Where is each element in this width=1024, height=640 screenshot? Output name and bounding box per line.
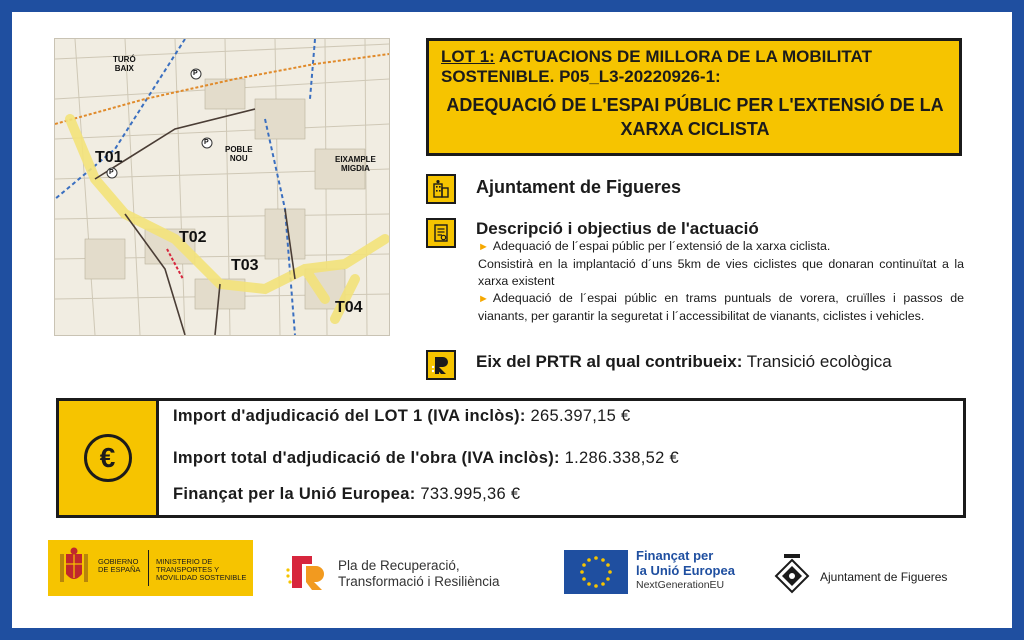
route-map (54, 38, 390, 336)
lot-amount-label: Import d'adjudicació del LOT 1 (IVA inclòs): (173, 407, 526, 425)
notice-panel (12, 12, 1012, 628)
eu-logo-line2: la Unió Europea (636, 563, 735, 578)
description-body (478, 238, 964, 325)
eu-amount (173, 485, 520, 504)
gov-name: GOBIERNO DE ESPAÑA (98, 557, 141, 574)
total-amount-label: Import total d'adjudicació de l'obra (IVA inclòs): (173, 449, 560, 467)
project-title-box (426, 38, 962, 156)
lot-title: ACTUACIONS DE MILLORA DE LA MOBILITAT SOSTENIBLE. P05_L3-20220926-1: (441, 47, 872, 86)
lot-label: LOT 1: (441, 47, 495, 66)
map-parking-2: P (193, 70, 198, 77)
map-label-t02: T02 (179, 229, 207, 246)
euro-cell (59, 401, 159, 515)
eu-amount-value: 733.995,36 € (415, 485, 521, 503)
gobierno-logo (48, 540, 253, 596)
project-title-line1 (441, 47, 949, 87)
map-parking-3: P (204, 139, 209, 146)
organization-name: Ajuntament de Figueres (476, 177, 682, 197)
map-label-eixample-migdia: EIXAMPLE MIGDIA (335, 155, 376, 173)
project-title-line2: ADEQUACIÓ DE L'ESPAI PÚBLIC PER L'EXTENSIÓ DE LA XARXA CICLISTA (446, 95, 944, 139)
document-icon (426, 218, 456, 248)
eu-amount-label: Finançat per la Unió Europea: (173, 485, 416, 503)
map-label-poble-nou: POBLE NOU (225, 145, 253, 163)
eu-flag-icon (564, 550, 628, 594)
description-bullet-2: ► Adequació de l´espai públic en trams puntuals de vorera, cruïlles i passos de vianants, per garantir la seguretat i l´accessibilitat de vianants, ciclistes i vehicles. (478, 291, 964, 323)
spain-coat-of-arms-icon (58, 546, 90, 590)
map-label-t03: T03 (231, 257, 259, 274)
euro-icon: € (84, 434, 132, 482)
gov-divider (148, 550, 149, 586)
bullet-triangle-icon: ► (478, 241, 489, 253)
description-heading: Descripció i objectius de l'actuació (476, 219, 759, 238)
eu-logo-text (636, 548, 735, 593)
figueres-logo (772, 552, 992, 596)
lot-amount (173, 407, 630, 426)
prtr-logo-line1: Pla de Recuperació, (338, 558, 460, 573)
map-graphic (55, 39, 389, 335)
prtr-r-icon (426, 350, 456, 380)
map-label-t04: T04 (335, 299, 363, 316)
eu-logo (564, 548, 744, 598)
figueres-crest-icon (772, 552, 812, 596)
building-icon (426, 174, 456, 204)
map-parking-1: P (109, 169, 114, 176)
description-bullet-1: ► Adequació de l´espai públic per l´extensió de la xarxa ciclista. (478, 239, 831, 253)
map-label-turo-baix: TURÓ BAIX (113, 55, 136, 73)
amounts-box (56, 398, 966, 518)
prtr-axis-label: Eix del PRTR al qual contribueix: (476, 352, 743, 371)
total-amount (173, 449, 679, 468)
description-bullet-1-cont: Consistirà en la implantació d´uns 5km de vies ciclistes que donaran continuïtat a la xarxa existent (478, 257, 964, 288)
prtr-logo (286, 546, 526, 596)
eu-logo-line3: NextGenerationEU (636, 579, 725, 591)
eu-logo-line1: Finançat per (636, 548, 714, 563)
gov-ministry: MINISTERIO DE TRANSPORTES Y MOVILIDAD SOSTENIBLE (156, 557, 247, 582)
lot-amount-value: 265.397,15 € (525, 407, 631, 425)
map-label-t01: T01 (95, 149, 123, 166)
prtr-logo-line2: Transformació i Resiliència (338, 574, 500, 589)
figueres-logo-text: Ajuntament de Figueres (820, 570, 948, 584)
prtr-logo-text (338, 558, 500, 590)
total-amount-value: 1.286.338,52 € (559, 449, 679, 467)
prtr-axis-value: Transició ecològica (742, 352, 892, 371)
bullet-triangle-icon: ► (478, 293, 489, 305)
prtr-axis (476, 352, 892, 372)
prtr-logo-icon (286, 552, 330, 592)
